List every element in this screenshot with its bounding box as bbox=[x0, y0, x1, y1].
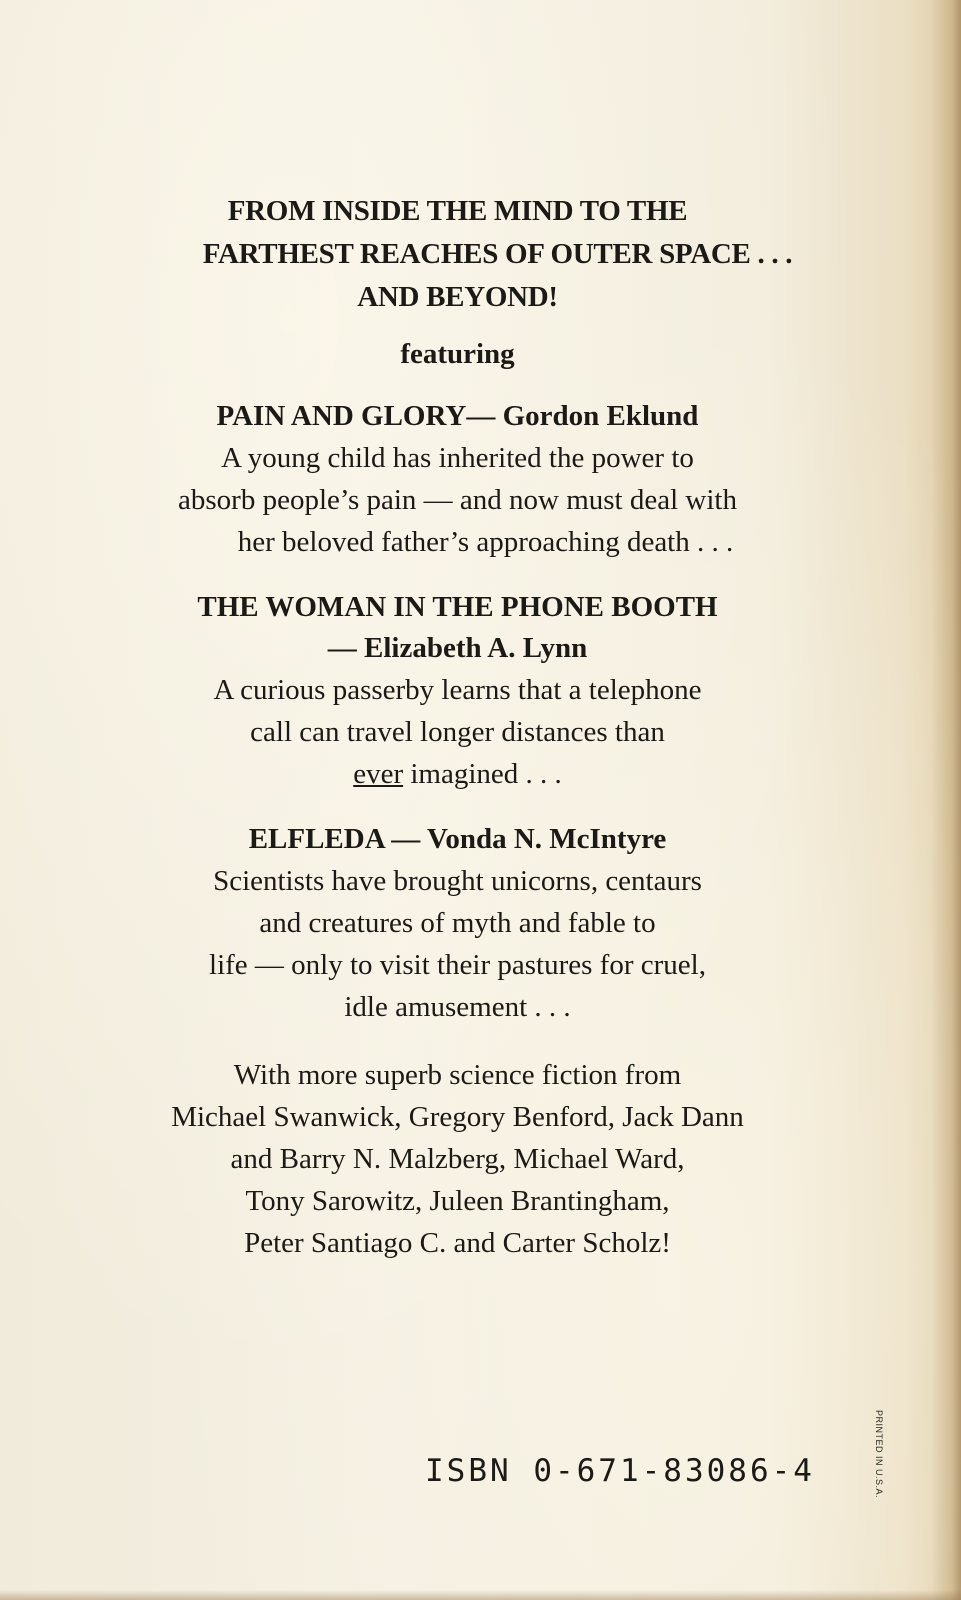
story-description bbox=[95, 860, 820, 1028]
bottom-edge-wear bbox=[0, 1590, 961, 1600]
story-title bbox=[95, 587, 820, 669]
headline-line: FROM INSIDE THE MIND TO THE bbox=[227, 195, 688, 227]
closing-paragraph bbox=[95, 1054, 820, 1264]
story-title-line: THE WOMAN IN THE PHONE BOOTH bbox=[197, 591, 718, 623]
story-description-rest: imagined . . . bbox=[403, 758, 562, 790]
printed-in-label: PRINTED IN U.S.A. bbox=[874, 1410, 884, 1499]
headline-line: AND BEYOND! bbox=[357, 281, 558, 313]
emphasized-word: ever bbox=[353, 758, 404, 790]
isbn-number: ISBN 0-671-83086-4 bbox=[425, 1453, 815, 1489]
story-title bbox=[95, 819, 820, 860]
story-description-line: life — only to visit their pastures for cruel, bbox=[209, 949, 706, 981]
story-description bbox=[95, 669, 820, 795]
story-description-line: absorb people’s pain — and now must deal with bbox=[178, 484, 737, 516]
closing-line: Tony Sarowitz, Juleen Brantingham, bbox=[245, 1185, 670, 1217]
closing-line: Peter Santiago C. and Carter Scholz! bbox=[244, 1227, 671, 1259]
closing-line: Michael Swanwick, Gregory Benford, Jack Dann bbox=[171, 1101, 744, 1133]
story-title-line: ELFLEDA — Vonda N. McIntyre bbox=[248, 823, 667, 855]
story-description-line: and creatures of myth and fable to bbox=[259, 907, 656, 939]
story-description bbox=[95, 437, 820, 563]
spine-edge-shadow bbox=[931, 0, 961, 1600]
story-title bbox=[95, 396, 820, 437]
closing-line: and Barry N. Malzberg, Michael Ward, bbox=[230, 1143, 685, 1175]
story-description-line: A young child has inherited the power to bbox=[221, 442, 694, 474]
story-title-line: PAIN AND GLORY— Gordon Eklund bbox=[216, 400, 699, 432]
story-woman-in-phone-booth bbox=[95, 587, 820, 795]
printed-in-label-wrap bbox=[872, 1410, 886, 1506]
story-description-line: call can travel longer distances than bbox=[250, 716, 665, 748]
story-description-line: A curious passerby learns that a telephone bbox=[213, 674, 702, 706]
story-description-line: Scientists have brought unicorns, centaurs bbox=[213, 865, 702, 897]
featuring-label: featuring bbox=[400, 338, 515, 370]
closing-line: With more superb science fiction from bbox=[233, 1059, 682, 1091]
story-description-line: idle amusement . . . bbox=[344, 991, 571, 1023]
story-description-line: her beloved father’s approaching death . . . bbox=[237, 526, 734, 558]
story-description-line bbox=[95, 753, 820, 795]
story-elfleda bbox=[95, 819, 820, 1028]
story-title-line: — Elizabeth A. Lynn bbox=[327, 632, 588, 664]
story-pain-and-glory bbox=[95, 396, 820, 563]
headline bbox=[95, 190, 820, 319]
blurb-text-block bbox=[95, 190, 820, 1264]
headline-line: FARTHEST REACHES OF OUTER SPACE . . . bbox=[202, 238, 793, 270]
